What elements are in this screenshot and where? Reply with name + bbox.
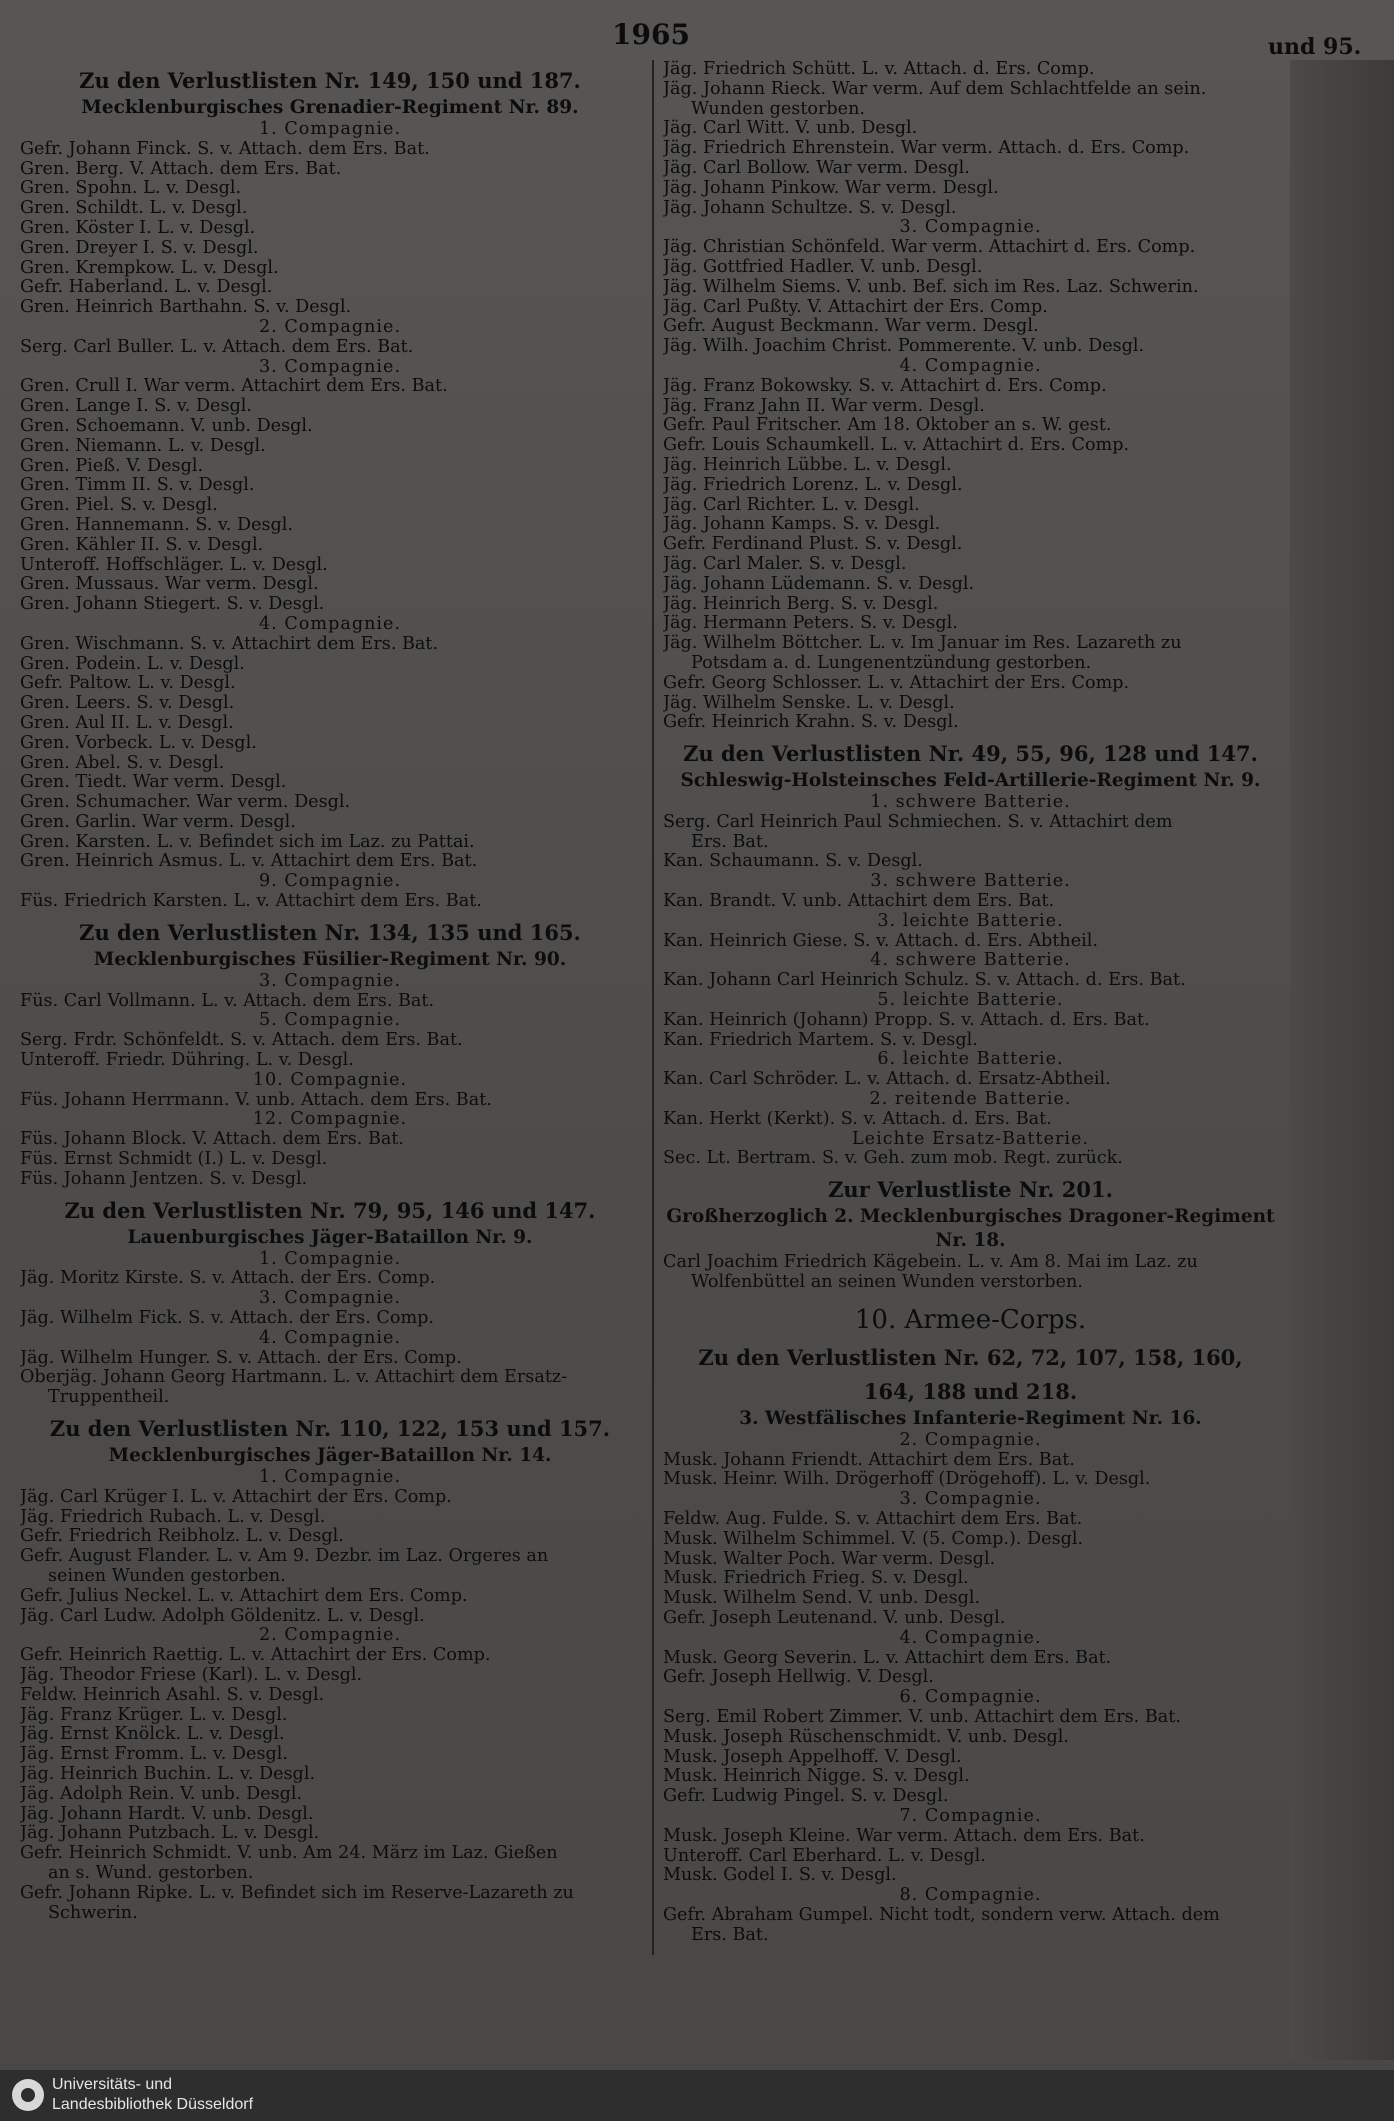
casualty-entry: Gefr. Julius Neckel. L. v. Attachirt dem Ers. Comp. <box>20 1586 468 1606</box>
casualty-entry: Gren. Timm II. S. v. Desgl. <box>20 476 255 496</box>
casualty-entry: Jäg. Gottfried Hadler. V. unb. Desgl. <box>663 257 983 277</box>
casualty-entry: Musk. Joseph Appelhoff. V. Desgl. <box>663 1747 962 1767</box>
company-heading: 2. Compagnie. <box>258 316 402 337</box>
casualty-entry: Musk. Friedrich Frieg. S. v. Desgl. <box>663 1569 969 1589</box>
casualty-entry: Füs. Friedrich Karsten. L. v. Attachirt dem Ers. Bat. <box>20 892 482 912</box>
column-divider <box>652 60 654 1955</box>
left-column <box>20 60 640 1923</box>
company-heading: 3. Compagnie. <box>258 1288 402 1309</box>
list-heading: 164, 188 und 218. <box>863 1378 1078 1404</box>
regiment-heading: Schleswig-Holsteinsches Feld-Artillerie-Regiment Nr. 9. <box>680 770 1261 792</box>
regiment-heading: Lauenburgisches Jäger-Bataillon Nr. 9. <box>127 1226 533 1248</box>
casualty-entry: Gren. Mussaus. War verm. Desgl. <box>20 575 319 595</box>
casualty-entry: Musk. Johann Friendt. Attachirt dem Ers. Bat. <box>663 1450 1075 1470</box>
casualty-entry: Gefr. Joseph Hellwig. V. Desgl. <box>663 1668 934 1688</box>
casualty-entry: Jäg. Franz Krüger. L. v. Desgl. <box>20 1705 288 1725</box>
casualty-entry: Serg. Carl Heinrich Paul Schmiechen. S. v. Attachirt dem <box>663 812 1173 832</box>
company-heading: 5. Compagnie. <box>258 1010 402 1031</box>
casualty-entry: Gren. Vorbeck. L. v. Desgl. <box>20 733 257 753</box>
casualty-entry: Kan. Schaumann. S. v. Desgl. <box>663 852 923 872</box>
casualty-entry: Gren. Dreyer I. S. v. Desgl. <box>20 238 259 258</box>
casualty-entry: Jäg. Moritz Kirste. S. v. Attach. der Ers. Comp. <box>20 1269 436 1289</box>
company-heading: 1. schwere Batterie. <box>870 792 1071 813</box>
casualty-entry: Gren. Schoemann. V. unb. Desgl. <box>20 416 313 436</box>
casualty-entry: Musk. Joseph Rüschenschmidt. V. unb. Desgl. <box>663 1727 1070 1747</box>
casualty-entry: Jäg. Johann Pinkow. War verm. Desgl. <box>663 178 999 198</box>
company-heading: 1. Compagnie. <box>258 1248 402 1269</box>
casualty-entry: Musk. Georg Severin. L. v. Attachirt dem Ers. Bat. <box>663 1648 1112 1668</box>
casualty-entry: Gefr. Louis Schaumkell. L. v. Attachirt d. Ers. Comp. <box>663 436 1130 456</box>
entry-continuation: Ers. Bat. <box>691 1925 769 1945</box>
list-heading: Zur Verlustliste Nr. 201. <box>828 1177 1113 1203</box>
casualty-entry: Gren. Hannemann. S. v. Desgl. <box>20 515 293 535</box>
adjacent-page-edge <box>1290 60 1394 2060</box>
company-heading: 3. Compagnie. <box>899 217 1042 238</box>
casualty-entry: Jäg. Friedrich Ehrenstein. War verm. Attach. d. Ers. Comp. <box>663 139 1190 159</box>
entry-continuation: Truppentheil. <box>48 1388 170 1408</box>
regiment-heading: 3. Westfälisches Infanterie-Regiment Nr. 16. <box>739 1407 1202 1429</box>
entry-continuation: Wolfenbüttel an seinen Wunden verstorben. <box>691 1273 1083 1293</box>
entry-continuation: Schwerin. <box>48 1903 138 1923</box>
casualty-entry: Gren. Abel. S. v. Desgl. <box>20 753 225 773</box>
casualty-entry: Musk. Godel I. S. v. Desgl. <box>663 1866 897 1886</box>
casualty-entry: Gren. Kähler II. S. v. Desgl. <box>20 535 264 555</box>
casualty-entry: Füs. Johann Jentzen. S. v. Desgl. <box>20 1169 308 1189</box>
casualty-entry: Jäg. Johann Rieck. War verm. Auf dem Schlachtfelde an sein. <box>663 79 1207 99</box>
casualty-entry: Serg. Carl Buller. L. v. Attach. dem Ers. Bat. <box>20 337 414 357</box>
company-heading: 6. leichte Batterie. <box>877 1049 1064 1070</box>
company-heading: 3. Compagnie. <box>258 356 402 377</box>
casualty-entry: Jäg. Ernst Fromm. L. v. Desgl. <box>20 1745 288 1765</box>
casualty-entry: Jäg. Carl Bollow. War verm. Desgl. <box>663 158 970 178</box>
company-heading: 4. schwere Batterie. <box>870 950 1071 971</box>
casualty-entry: Gren. Heinrich Barthahn. S. v. Desgl. <box>20 298 352 318</box>
casualty-entry: Musk. Wilhelm Send. V. unb. Desgl. <box>663 1589 981 1609</box>
company-heading: 1. Compagnie. <box>258 1467 402 1488</box>
casualty-entry: Oberjäg. Johann Georg Hartmann. L. v. Attachirt dem Ersatz- <box>20 1368 568 1388</box>
casualty-entry: Gefr. Heinrich Schmidt. V. unb. Am 24. März im Laz. Gießen <box>20 1844 558 1864</box>
casualty-entry: Unteroff. Carl Eberhard. L. v. Desgl. <box>663 1846 986 1866</box>
library-name-line2: Landesbibliothek Düsseldorf <box>52 2096 254 2113</box>
casualty-entry: Jäg. Wilh. Joachim Christ. Pommerente. V. unb. Desgl. <box>663 337 1145 357</box>
regiment-heading: Nr. 18. <box>935 1230 1006 1252</box>
casualty-entry: Jäg. Friedrich Lorenz. L. v. Desgl. <box>663 475 963 495</box>
casualty-entry: Jäg. Wilhelm Fick. S. v. Attach. der Ers. Comp. <box>20 1309 434 1329</box>
casualty-entry: Gefr. Haberland. L. v. Desgl. <box>20 278 273 298</box>
library-footer <box>0 2070 1394 2121</box>
casualty-entry: Serg. Frdr. Schönfeldt. S. v. Attach. dem Ers. Bat. <box>20 1031 463 1051</box>
library-name-line1: Universitäts- und <box>52 2076 173 2093</box>
casualty-entry: Gren. Johann Stiegert. S. v. Desgl. <box>20 595 325 615</box>
casualty-entry: Musk. Wilhelm Schimmel. V. (5. Comp.). Desgl. <box>663 1529 1084 1549</box>
casualty-entry: Musk. Joseph Kleine. War verm. Attach. dem Ers. Bat. <box>663 1826 1145 1846</box>
casualty-entry: Gren. Krempkow. L. v. Desgl. <box>20 258 279 278</box>
company-heading: 4. Compagnie. <box>899 355 1042 376</box>
casualty-entry: Jäg. Johann Kamps. S. v. Desgl. <box>663 515 941 535</box>
casualty-entry: Kan. Friedrich Martem. S. v. Desgl. <box>663 1030 978 1050</box>
entry-continuation: an s. Wund. gestorben. <box>48 1863 254 1883</box>
company-heading: 4. Compagnie. <box>899 1627 1042 1648</box>
casualty-entry: Gefr. Heinrich Raettig. L. v. Attachirt der Ers. Comp. <box>20 1646 491 1666</box>
casualty-entry: Kan. Heinrich Giese. S. v. Attach. d. Ers. Abtheil. <box>663 931 1098 951</box>
casualty-entry: Gren. Schildt. L. v. Desgl. <box>20 199 248 219</box>
company-heading: 5. leichte Batterie. <box>877 990 1064 1011</box>
casualty-entry: Gren. Leers. S. v. Desgl. <box>20 694 235 714</box>
casualty-entry: Gefr. Paltow. L. v. Desgl. <box>20 674 236 694</box>
regiment-heading: Mecklenburgisches Jäger-Bataillon Nr. 14. <box>108 1445 552 1467</box>
casualty-entry: Gefr. Joseph Leutenand. V. unb. Desgl. <box>663 1609 1006 1628</box>
casualty-entry: Gren. Garlin. War verm. Desgl. <box>20 812 296 832</box>
casualty-entry: Gefr. August Flander. L. v. Am 9. Dezbr. im Laz. Orgeres an <box>20 1547 549 1567</box>
entry-continuation: Potsdam a. d. Lungenentzündung gestorben. <box>691 653 1092 673</box>
casualty-entry: Gren. Niemann. L. v. Desgl. <box>20 436 266 456</box>
company-heading: 3. leichte Batterie. <box>877 910 1064 931</box>
casualty-entry: Musk. Walter Poch. War verm. Desgl. <box>663 1549 996 1569</box>
company-heading: 3. schwere Batterie. <box>870 871 1071 892</box>
company-heading: 10. Compagnie. <box>252 1069 408 1090</box>
entry-continuation: seinen Wunden gestorben. <box>48 1567 286 1586</box>
casualty-entry: Gefr. Ludwig Pingel. S. v. Desgl. <box>663 1787 949 1807</box>
company-heading: 2. reitende Batterie. <box>869 1089 1072 1110</box>
casualty-entry: Kan. Johann Carl Heinrich Schulz. S. v. Attach. d. Ers. Bat. <box>663 971 1186 991</box>
casualty-entry: Jäg. Adolph Rein. V. unb. Desgl. <box>20 1784 303 1804</box>
casualty-entry: Jäg. Wilhelm Hunger. S. v. Attach. der Ers. Comp. <box>20 1348 462 1368</box>
entry-continuation: Wunden gestorben. <box>691 99 866 119</box>
company-heading: 7. Compagnie. <box>899 1805 1042 1826</box>
casualty-entry: Jäg. Franz Jahn II. War verm. Desgl. <box>663 396 985 416</box>
entry-continuation: Ers. Bat. <box>691 832 769 852</box>
casualty-entry: Feldw. Heinrich Asahl. S. v. Desgl. <box>20 1685 325 1705</box>
casualty-entry: Gren. Schumacher. War verm. Desgl. <box>20 793 351 813</box>
casualty-entry: Gren. Spohn. L. v. Desgl. <box>20 179 242 199</box>
casualty-entry: Kan. Carl Schröder. L. v. Attach. d. Ersatz-Abtheil. <box>663 1070 1111 1090</box>
top-right-fragment: und 95. <box>1268 34 1362 60</box>
casualty-entry: Gefr. Abraham Gumpel. Nicht todt, sondern verw. Attach. dem <box>663 1905 1220 1925</box>
company-heading: 2. Compagnie. <box>258 1625 402 1646</box>
casualty-entry: Jäg. Carl Krüger I. L. v. Attachirt der Ers. Comp. <box>20 1487 452 1507</box>
company-heading: 3. Compagnie. <box>258 970 402 991</box>
corps-heading: 10. Armee-Corps. <box>854 1304 1087 1335</box>
casualty-entry: Jäg. Friedrich Schütt. L. v. Attach. d. Ers. Comp. <box>663 60 1095 79</box>
casualty-entry: Jäg. Wilhelm Senske. L. v. Desgl. <box>663 693 955 713</box>
company-heading: 6. Compagnie. <box>899 1687 1042 1708</box>
company-heading: 4. Compagnie. <box>258 613 402 634</box>
casualty-entry: Gren. Tiedt. War verm. Desgl. <box>20 773 287 793</box>
casualty-entry: Jäg. Heinrich Buchin. L. v. Desgl. <box>20 1764 316 1784</box>
casualty-entry: Unteroff. Friedr. Dühring. L. v. Desgl. <box>20 1051 354 1071</box>
casualty-entry: Jäg. Franz Bokowsky. S. v. Attachirt d. Ers. Comp. <box>663 376 1107 396</box>
regiment-heading: Mecklenburgisches Füsilier-Regiment Nr. 90. <box>93 948 567 970</box>
casualty-entry: Gefr. Heinrich Krahn. S. v. Desgl. <box>663 713 959 733</box>
casualty-entry: Jäg. Carl Pußty. V. Attachirt der Ers. Comp. <box>663 297 1048 317</box>
casualty-entry: Gefr. August Beckmann. War verm. Desgl. <box>663 317 1039 337</box>
casualty-entry: Kan. Brandt. V. unb. Attachirt dem Ers. Bat. <box>663 892 1055 912</box>
casualty-entry: Füs. Ernst Schmidt (I.) L. v. Desgl. <box>20 1150 328 1170</box>
list-heading: Zu den Verlustlisten Nr. 62, 72, 107, 158, 160, <box>698 1344 1243 1370</box>
casualty-entry: Jäg. Hermann Peters. S. v. Desgl. <box>663 614 958 634</box>
casualty-entry: Jäg. Wilhelm Siems. V. unb. Bef. sich im Res. Laz. Schwerin. <box>663 277 1199 297</box>
list-heading: Zu den Verlustlisten Nr. 134, 135 und 165. <box>79 919 581 945</box>
casualty-entry: Jäg. Ernst Knölck. L. v. Desgl. <box>20 1725 285 1745</box>
casualty-entry: Gren. Karsten. L. v. Befindet sich im Laz. zu Pattai. <box>20 832 475 852</box>
company-heading: 8. Compagnie. <box>899 1885 1042 1906</box>
casualty-entry: Serg. Emil Robert Zimmer. V. unb. Attachirt dem Ers. Bat. <box>663 1707 1181 1727</box>
casualty-entry: Füs. Johann Herrmann. V. unb. Attach. dem Ers. Bat. <box>20 1090 492 1110</box>
casualty-entry: Musk. Heinr. Wilh. Drögerhoff (Drögehoff). L. v. Desgl. <box>663 1470 1151 1490</box>
casualty-entry: Jäg. Johann Schultze. S. v. Desgl. <box>663 198 957 218</box>
casualty-entry: Carl Joachim Friedrich Kägebein. L. v. Am 8. Mai im Laz. zu <box>663 1253 1198 1273</box>
company-heading: 9. Compagnie. <box>258 871 402 892</box>
casualty-entry: Gefr. Georg Schlosser. L. v. Attachirt der Ers. Comp. <box>663 673 1130 693</box>
casualty-entry: Jäg. Heinrich Berg. S. v. Desgl. <box>663 594 939 614</box>
casualty-entry: Gefr. Paul Fritscher. Am 18. Oktober an s. W. gest. <box>663 416 1112 436</box>
casualty-entry: Jäg. Theodor Friese (Karl). L. v. Desgl. <box>20 1665 363 1685</box>
right-column <box>663 60 1278 1946</box>
casualty-entry: Gren. Lange I. S. v. Desgl. <box>20 397 252 417</box>
company-heading: Leichte Ersatz-Batterie. <box>851 1128 1090 1149</box>
page-number: 1965 <box>612 18 690 51</box>
casualty-entry: Gefr. Johann Finck. S. v. Attach. dem Ers. Bat. <box>20 139 430 159</box>
list-heading: Zu den Verlustlisten Nr. 149, 150 und 187. <box>79 68 581 93</box>
casualty-entry: Sec. Lt. Bertram. S. v. Geh. zum mob. Regt. zurück. <box>663 1149 1123 1169</box>
casualty-entry: Gren. Köster I. L. v. Desgl. <box>20 218 256 238</box>
casualty-entry: Kan. Heinrich (Johann) Propp. S. v. Attach. d. Ers. Bat. <box>663 1010 1150 1030</box>
casualty-entry: Kan. Herkt (Kerkt). S. v. Attach. d. Ers. Bat. <box>663 1109 1052 1129</box>
company-heading: 2. Compagnie. <box>899 1429 1042 1450</box>
casualty-entry: Jäg. Johann Hardt. V. unb. Desgl. <box>20 1804 314 1824</box>
casualty-entry: Gren. Crull I. War verm. Attachirt dem Ers. Bat. <box>20 377 448 397</box>
regiment-heading: Mecklenburgisches Grenadier-Regiment Nr. 89. <box>81 97 579 118</box>
list-heading: Zu den Verlustlisten Nr. 110, 122, 153 und 157. <box>49 1416 611 1442</box>
casualty-entry: Gefr. Friedrich Reibholz. L. v. Desgl. <box>20 1527 344 1547</box>
company-heading: 4. Compagnie. <box>258 1327 402 1348</box>
casualty-entry: Jäg. Wilhelm Böttcher. L. v. Im Januar im Res. Lazareth zu <box>663 634 1182 654</box>
casualty-entry: Jäg. Carl Maler. S. v. Desgl. <box>663 554 907 574</box>
list-heading: Zu den Verlustlisten Nr. 79, 95, 146 und 147. <box>64 1197 596 1223</box>
casualty-entry: Gren. Berg. V. Attach. dem Ers. Bat. <box>20 159 342 179</box>
casualty-entry: Gren. Piel. S. v. Desgl. <box>20 496 218 516</box>
company-heading: 1. Compagnie. <box>258 119 402 139</box>
casualty-entry: Jäg. Carl Ludw. Adolph Göldenitz. L. v. Desgl. <box>20 1606 425 1626</box>
casualty-entry: Jäg. Johann Putzbach. L. v. Desgl. <box>20 1824 320 1844</box>
casualty-entry: Gren. Heinrich Asmus. L. v. Attachirt dem Ers. Bat. <box>20 852 478 872</box>
casualty-entry: Gefr. Johann Ripke. L. v. Befindet sich im Reserve-Lazareth zu <box>20 1883 574 1903</box>
library-logo-icon <box>12 2079 44 2111</box>
casualty-entry: Gefr. Ferdinand Plust. S. v. Desgl. <box>663 535 963 555</box>
regiment-heading: Großherzoglich 2. Mecklenburgisches Dragoner-Regiment <box>666 1206 1275 1228</box>
casualty-entry: Jäg. Friedrich Rubach. L. v. Desgl. <box>20 1507 326 1527</box>
casualty-entry: Jäg. Carl Richter. L. v. Desgl. <box>663 495 920 515</box>
company-heading: 12. Compagnie. <box>252 1109 408 1130</box>
casualty-entry: Musk. Heinrich Nigge. S. v. Desgl. <box>663 1767 970 1787</box>
casualty-entry: Gren. Pieß. V. Desgl. <box>20 456 204 476</box>
casualty-entry: Füs. Carl Vollmann. L. v. Attach. dem Ers. Bat. <box>20 991 435 1011</box>
casualty-entry: Jäg. Johann Lüdemann. S. v. Desgl. <box>663 574 975 594</box>
list-heading: Zu den Verlustlisten Nr. 49, 55, 96, 128 und 147. <box>683 741 1258 767</box>
casualty-entry: Füs. Johann Block. V. Attach. dem Ers. Bat. <box>20 1130 405 1150</box>
casualty-entry: Feldw. Aug. Fulde. S. v. Attachirt dem Ers. Bat. <box>663 1510 1083 1530</box>
company-heading: 3. Compagnie. <box>899 1489 1042 1510</box>
casualty-entry: Unteroff. Hoffschläger. L. v. Desgl. <box>20 555 328 575</box>
casualty-entry: Jäg. Christian Schönfeld. War verm. Attachirt d. Ers. Comp. <box>663 238 1196 258</box>
casualty-entry: Gren. Aul II. L. v. Desgl. <box>20 713 234 733</box>
casualty-entry: Gren. Podein. L. v. Desgl. <box>20 654 245 674</box>
casualty-entry: Jäg. Carl Witt. V. unb. Desgl. <box>663 119 918 139</box>
casualty-entry: Jäg. Heinrich Lübbe. L. v. Desgl. <box>663 455 952 475</box>
casualty-entry: Gren. Wischmann. S. v. Attachirt dem Ers. Bat. <box>20 634 439 654</box>
